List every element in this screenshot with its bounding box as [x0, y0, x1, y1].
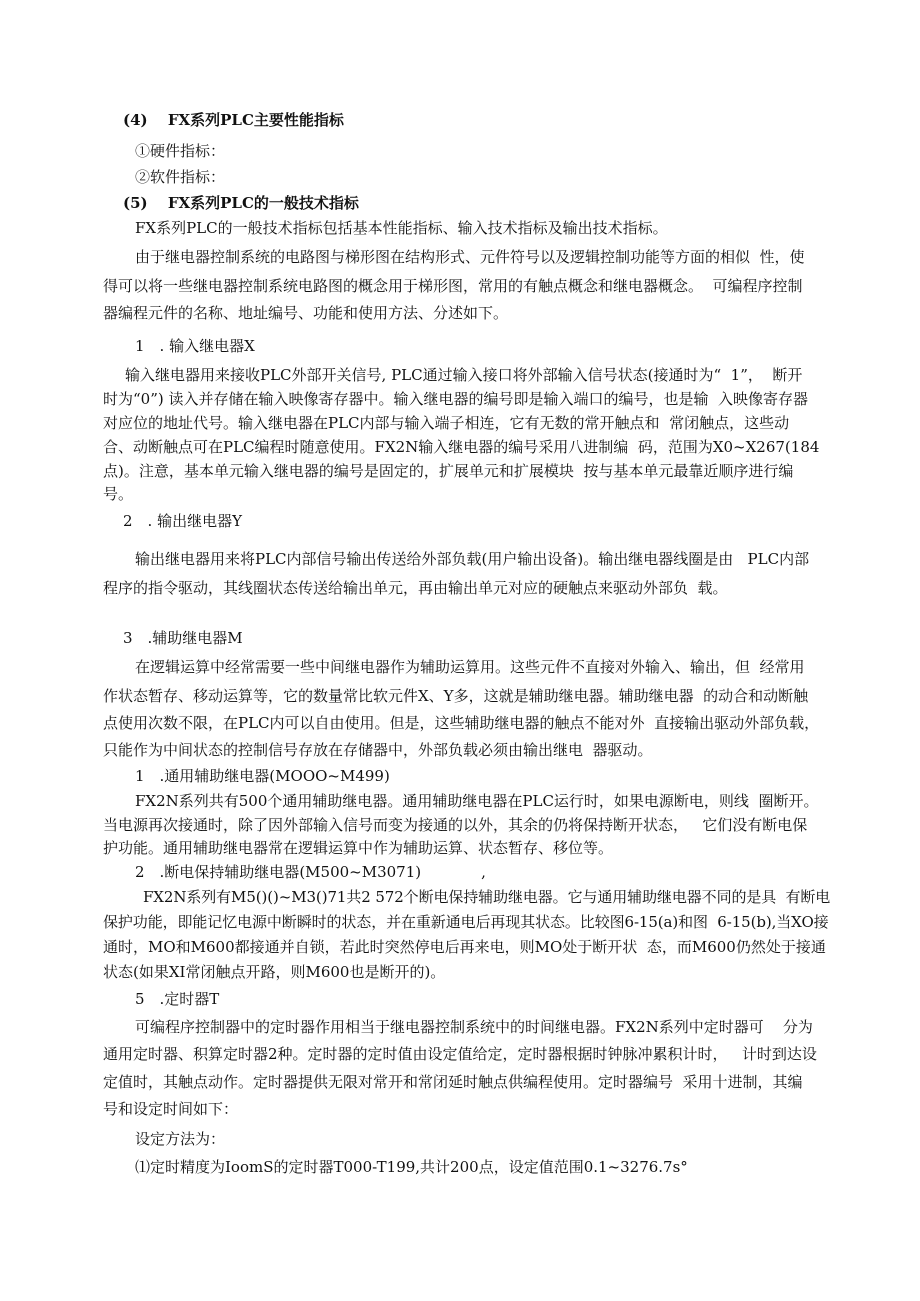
- general-aux-line-3: 护功能。通用辅助继电器常在逻辑运算中作为辅助运算、状态暂存、移位等。: [103, 839, 614, 857]
- software-metrics-item: ②软件指标：: [135, 168, 226, 186]
- aux-relay-title: 3 .辅助继电器M: [123, 629, 243, 647]
- section-5-summary: FX系列PLC的一般技术指标包括基本性能指标、输入技术指标及输出技术指标。: [135, 219, 668, 237]
- section-5-heading: (5) FX系列PLC的一般技术指标: [123, 194, 359, 212]
- aux-relay-line-1: 在逻辑运算中经常需要一些中间继电器作为辅助运算用。这些元件不直接对外输入、输出，但 经常用: [135, 658, 805, 676]
- retentive-aux-line-1: FX2N系列有M5()()~M3()71共2 572个断电保持辅助继电器。它与通用辅助继电器不同的是具 有断电: [143, 888, 831, 906]
- general-aux-line-2: 当电源再次接通时，除了因外部输入信号而变为接通的以外，其余的仍将保持断开状态， 它们没有断电保: [103, 816, 808, 834]
- input-relay-line-2: 时为“0”) 读入并存储在输入映像寄存器中。输入继电器的编号即是输入端口的编号，也是输 入映像寄存器: [103, 390, 809, 408]
- input-relay-line-4: 合、动断触点可在PLC编程时随意使用。FX2N输入继电器的编号采用八进制编 码，范围为X0~X267(184: [103, 438, 820, 456]
- input-relay-line-6: 号。: [103, 485, 134, 503]
- timer-line-4: 号和设定时间如下：: [103, 1100, 239, 1118]
- timer-line-1: 可编程序控制器中的定时器作用相当于继电器控制系统中的时间继电器。FX2N系列中定时器可 分为: [135, 1018, 813, 1036]
- retentive-aux-line-4: 状态(如果XI常闭触点开路，则M600也是断开的)。: [103, 963, 446, 981]
- aux-relay-line-3: 点使用次数不限，在PLC内可以自由使用。但是，这些辅助继电器的触点不能对外 直接输出驱动外部负载，: [103, 714, 820, 732]
- aux-relay-line-2: 作状态暂存、移动运算等，它的数量常比软元件X、Y多，这就是辅助继电器。辅助继电器 的动合和动断触: [103, 687, 809, 705]
- input-relay-line-3: 对应位的地址代号。输入继电器在PLC内部与输入端子相连，它有无数的常开触点和 常闭触点，这些动: [103, 414, 790, 432]
- timer-line-3: 定值时，其触点动作。定时器提供无限对常开和常闭延时触点供编程使用。定时器编号 采用十进制，其编: [103, 1073, 803, 1091]
- output-relay-line-1: 输出继电器用来将PLC内部信号输出传送给外部负载(用户输出设备)。输出继电器线圈是由 PLC内部: [135, 550, 810, 568]
- hardware-metrics-item: ①硬件指标：: [135, 142, 226, 160]
- intro-line-2: 得可以将一些继电器控制系统电路图的概念用于梯形图，常用的有触点概念和继电器概念。 可编程序控制: [103, 277, 803, 295]
- general-aux-title: 1 .通用辅助继电器(MOOO~M499): [135, 767, 390, 785]
- aux-relay-line-4: 只能作为中间状态的控制信号存放在存储器中，外部负载必须由输出继电 器驱动。: [103, 741, 653, 759]
- timer-setting-label: 设定方法为：: [135, 1130, 226, 1148]
- retentive-aux-title: 2 .断电保持辅助继电器(M500~M3071) ,: [135, 863, 486, 881]
- intro-line-3: 器编程元件的名称、地址编号、功能和使用方法、分述如下。: [103, 304, 509, 322]
- input-relay-line-5: 点)。注意，基本单元输入继电器的编号是固定的，扩展单元和扩展模块 按与基本单元最靠近顺序进行编: [103, 462, 794, 480]
- timer-title: 5 .定时器T: [135, 990, 220, 1008]
- retentive-aux-line-2: 保护功能，即能记忆电源中断瞬时的状态，并在重新通电后再现其状态。比较图6-15(a)和图 6-15(b),当XO接: [103, 913, 829, 931]
- section-4-heading: (4) FX系列PLC主要性能指标: [123, 111, 344, 129]
- timer-setting-item: ⑴定时精度为IoomS的定时器T000-T199,共计200点，设定值范围0.1~3276.7s°: [135, 1158, 688, 1176]
- input-relay-line-1: 输入继电器用来接收PLC外部开关信号, PLC通过输入接口将外部输入信号状态(接通时为“ 1”， 断开: [125, 366, 803, 384]
- timer-line-2: 通用定时器、积算定时器2种。定时器的定时值由设定值给定，定时器根据时钟脉冲累积计时， 计时到达设: [103, 1045, 817, 1063]
- output-relay-title: 2 . 输出继电器Y: [123, 512, 242, 530]
- intro-line-1: 由于继电器控制系统的电路图与梯形图在结构形式、元件符号以及逻辑控制功能等方面的相似 性，使: [135, 248, 805, 266]
- general-aux-line-1: FX2N系列共有500个通用辅助继电器。通用辅助继电器在PLC运行时，如果电源断电，则线 圈断开。: [135, 792, 819, 810]
- output-relay-line-2: 程序的指令驱动，其线圈状态传送给输出单元，再由输出单元对应的硬触点来驱动外部负 载。: [103, 579, 728, 597]
- input-relay-title: 1 . 输入继电器X: [135, 337, 255, 355]
- retentive-aux-line-3: 通时，MO和M600都接通并自锁，若此时突然停电后再来电，则MO处于断开状 态，而M600仍然处于接通: [103, 938, 826, 956]
